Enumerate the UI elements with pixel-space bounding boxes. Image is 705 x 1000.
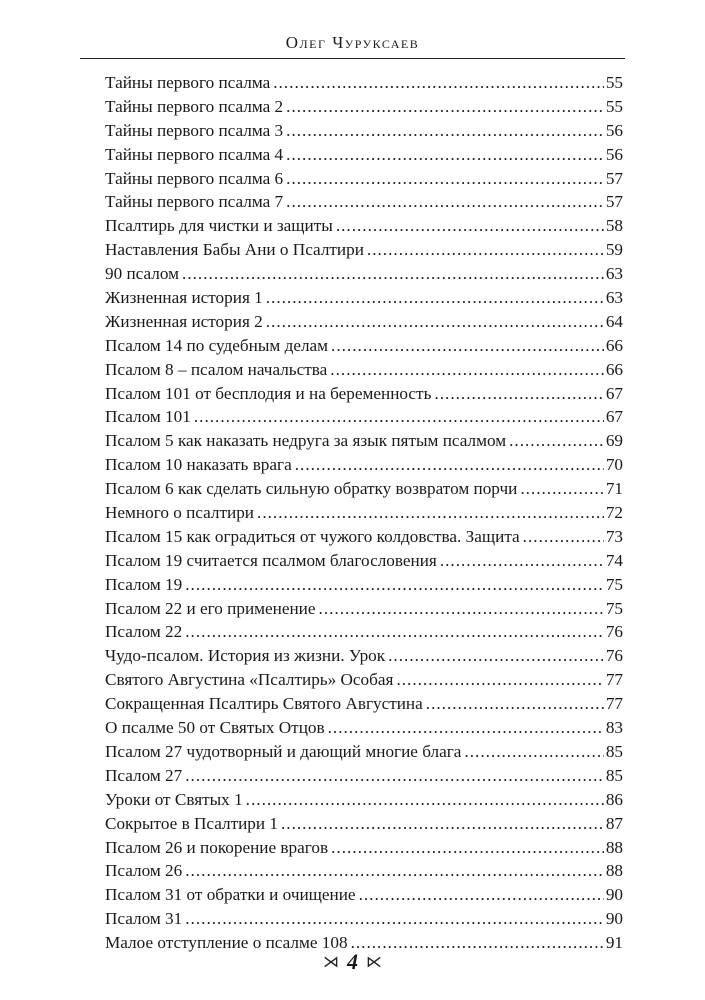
toc-entry-title: Чудо-псалом. История из жизни. Урок [105, 646, 386, 666]
toc-entry-title: Псалом 19 [105, 574, 183, 594]
toc-leader-dots [185, 573, 604, 597]
toc-entry [105, 692, 623, 716]
toc-entry-page: 66 [605, 359, 623, 379]
toc-entry [105, 668, 623, 692]
toc-entry-title: Псалом 22 и его применение [105, 598, 316, 618]
toc-leader-dots [286, 143, 604, 167]
toc-entry-title: 90 псалом [105, 264, 180, 284]
toc-entry-page: 75 [605, 598, 623, 618]
toc-entry-page: 77 [605, 670, 623, 690]
toc-entry-page: 72 [605, 503, 623, 523]
toc-entry [105, 644, 623, 668]
toc-entry [105, 143, 623, 167]
toc-entry-page: 73 [605, 526, 623, 546]
toc-entry-page: 90 [605, 885, 623, 905]
page-footer [0, 946, 705, 978]
toc-entry-title: Псалом 101 [105, 407, 191, 427]
toc-entry-title: Псалом 31 [105, 909, 183, 929]
toc-entry-page: 56 [605, 144, 623, 164]
toc-leader-dots [440, 549, 604, 573]
toc-entry-title: Псалом 10 наказать врага [105, 455, 292, 475]
toc-entry-page: 75 [605, 574, 623, 594]
toc-entry-page: 63 [605, 264, 623, 284]
toc-entry [105, 740, 623, 764]
toc-entry-title: Тайны первого псалма 7 [105, 192, 284, 212]
toc-entry [105, 501, 623, 525]
toc-entry [105, 764, 623, 788]
toc-entry-title: Псалом 27 [105, 765, 183, 785]
toc-leader-dots [266, 310, 604, 334]
toc-leader-dots [520, 477, 604, 501]
toc-entry [105, 477, 623, 501]
toc-entry-page: 71 [605, 479, 623, 499]
toc-entry [105, 405, 623, 429]
toc-leader-dots [185, 859, 604, 883]
toc-entry [105, 836, 623, 860]
toc-entry-page: 91 [605, 933, 623, 953]
toc-entry-title: Сокрытое в Псалтири 1 [105, 813, 278, 833]
toc-leader-dots [396, 668, 603, 692]
toc-entry-title: Псалтирь для чистки и защиты [105, 216, 333, 236]
toc-entry-title: Уроки от Святых 1 [105, 789, 243, 809]
toc-entry-page: 76 [605, 646, 623, 666]
toc-entry-page: 85 [605, 741, 623, 761]
table-of-contents [105, 71, 623, 955]
toc-entry [105, 429, 623, 453]
toc-entry [105, 286, 623, 310]
toc-entry-title: Псалом 14 по судебным делам [105, 335, 329, 355]
toc-leader-dots [330, 358, 604, 382]
toc-entry-title: Жизненная история 1 [105, 288, 263, 308]
toc-entry-page: 86 [605, 789, 623, 809]
toc-entry [105, 334, 623, 358]
toc-entry-page: 66 [605, 335, 623, 355]
toc-entry-title: Тайны первого псалма 6 [105, 168, 284, 188]
toc-entry-page: 64 [605, 311, 623, 331]
toc-entry [105, 549, 623, 573]
toc-entry-title: Святого Августина «Псалтирь» Особая [105, 670, 394, 690]
toc-entry [105, 119, 623, 143]
toc-entry [105, 907, 623, 931]
toc-entry [105, 716, 623, 740]
toc-entry-title: Псалом 19 считается псалмом благословения [105, 550, 437, 570]
toc-leader-dots [509, 429, 604, 453]
toc-entry [105, 382, 623, 406]
toc-entry-title: Псалом 101 от бесплодия и на беременность [105, 383, 432, 403]
toc-leader-dots [336, 214, 604, 238]
right-ornament-icon: ⋉ [366, 954, 382, 971]
toc-leader-dots [523, 525, 604, 549]
toc-entry-page: 55 [605, 73, 623, 92]
toc-entry-page: 76 [605, 622, 623, 642]
toc-entry-page: 70 [605, 455, 623, 475]
toc-entry-title: Тайны первого псалма 3 [105, 120, 284, 140]
toc-entry-page: 57 [605, 168, 623, 188]
toc-entry-title: Псалом 15 как оградиться от чужого колдовства. Защита [105, 526, 520, 546]
toc-entry-title: Сокращенная Псалтирь Святого Августина [105, 694, 423, 714]
toc-entry [105, 238, 623, 262]
toc-entry-page: 67 [605, 383, 623, 403]
toc-entry-page: 77 [605, 694, 623, 714]
toc-leader-dots [331, 334, 604, 358]
toc-entry-title: Псалом 26 и покорение врагов [105, 837, 329, 857]
toc-entry [105, 95, 623, 119]
toc-leader-dots [286, 190, 604, 214]
toc-entry-page: 85 [605, 765, 623, 785]
toc-entry-title: Наставления Бабы Ани о Псалтири [105, 240, 364, 260]
toc-entry-page: 67 [605, 407, 623, 427]
toc-leader-dots [426, 692, 604, 716]
toc-leader-dots [194, 405, 604, 429]
toc-entry [105, 812, 623, 836]
toc-entry-title: Псалом 6 как сделать сильную обратку возвратом порчи [105, 479, 518, 499]
toc-leader-dots [388, 644, 604, 668]
toc-leader-dots [246, 788, 604, 812]
toc-entry-page: 58 [605, 216, 623, 236]
toc-entry [105, 883, 623, 907]
toc-entry-page: 69 [605, 431, 623, 451]
toc-leader-dots [185, 764, 604, 788]
toc-entry [105, 262, 623, 286]
left-ornament-icon: ⋊ [323, 954, 339, 971]
toc-entry [105, 190, 623, 214]
toc-entry [105, 525, 623, 549]
toc-entry [105, 214, 623, 238]
toc-entry-title: Малое отступление о псалме 108 [105, 933, 348, 953]
toc-entry [105, 859, 623, 883]
toc-entry [105, 358, 623, 382]
toc-leader-dots [185, 907, 604, 931]
toc-entry-title: Псалом 27 чудотворный и дающий многие блага [105, 741, 462, 761]
toc-entry [105, 620, 623, 644]
toc-leader-dots [182, 262, 604, 286]
toc-entry-page: 55 [605, 96, 623, 116]
toc-entry-page: 63 [605, 288, 623, 308]
toc-entry-page: 88 [605, 861, 623, 881]
toc-entry-page: 87 [605, 813, 623, 833]
toc-entry-title: Псалом 31 от обратки и очищение [105, 885, 356, 905]
toc-entry [105, 573, 623, 597]
toc-entry-title: Псалом 22 [105, 622, 183, 642]
toc-leader-dots [286, 95, 604, 119]
toc-leader-dots [328, 716, 604, 740]
toc-leader-dots [286, 119, 604, 143]
toc-entry [105, 597, 623, 621]
toc-entry-title: О псалме 50 от Святых Отцов [105, 718, 325, 738]
toc-entry-page: 90 [605, 909, 623, 929]
toc-leader-dots [359, 883, 604, 907]
toc-entry-page: 83 [605, 718, 623, 738]
toc-entry-title: Тайны первого псалма 2 [105, 96, 284, 116]
toc-leader-dots [185, 620, 604, 644]
toc-entry-title: Псалом 26 [105, 861, 183, 881]
toc-entry [105, 71, 623, 95]
toc-leader-dots [266, 286, 604, 310]
toc-leader-dots [286, 167, 604, 191]
author-name: Олег Чуруксаев [285, 33, 420, 52]
toc-entry-page: 74 [605, 550, 623, 570]
toc-entry-title: Псалом 5 как наказать недруга за язык пятым псалмом [105, 431, 507, 451]
toc-entry-title: Тайны первого псалма [105, 73, 271, 92]
toc-entry-title: Псалом 8 – псалом начальства [105, 359, 328, 379]
toc-leader-dots [331, 836, 604, 860]
toc-leader-dots [434, 382, 603, 406]
toc-entry-title: Немного о псалтири [105, 503, 255, 523]
toc-leader-dots [257, 501, 604, 525]
toc-leader-dots [273, 71, 604, 95]
toc-entry-page: 57 [605, 192, 623, 212]
toc-leader-dots [464, 740, 603, 764]
toc-entry [105, 310, 623, 334]
toc-entry [105, 167, 623, 191]
toc-entry-title: Тайны первого псалма 4 [105, 144, 284, 164]
running-header [80, 28, 625, 59]
page-number: 4 [347, 949, 358, 974]
toc-entry-page: 59 [605, 240, 623, 260]
toc-leader-dots [295, 453, 604, 477]
toc-entry [105, 788, 623, 812]
toc-entry-title: Жизненная история 2 [105, 311, 263, 331]
toc-entry-page: 88 [605, 837, 623, 857]
toc-leader-dots [281, 812, 604, 836]
toc-leader-dots [319, 597, 604, 621]
toc-entry-page: 56 [605, 120, 623, 140]
toc-leader-dots [367, 238, 604, 262]
toc-entry [105, 453, 623, 477]
